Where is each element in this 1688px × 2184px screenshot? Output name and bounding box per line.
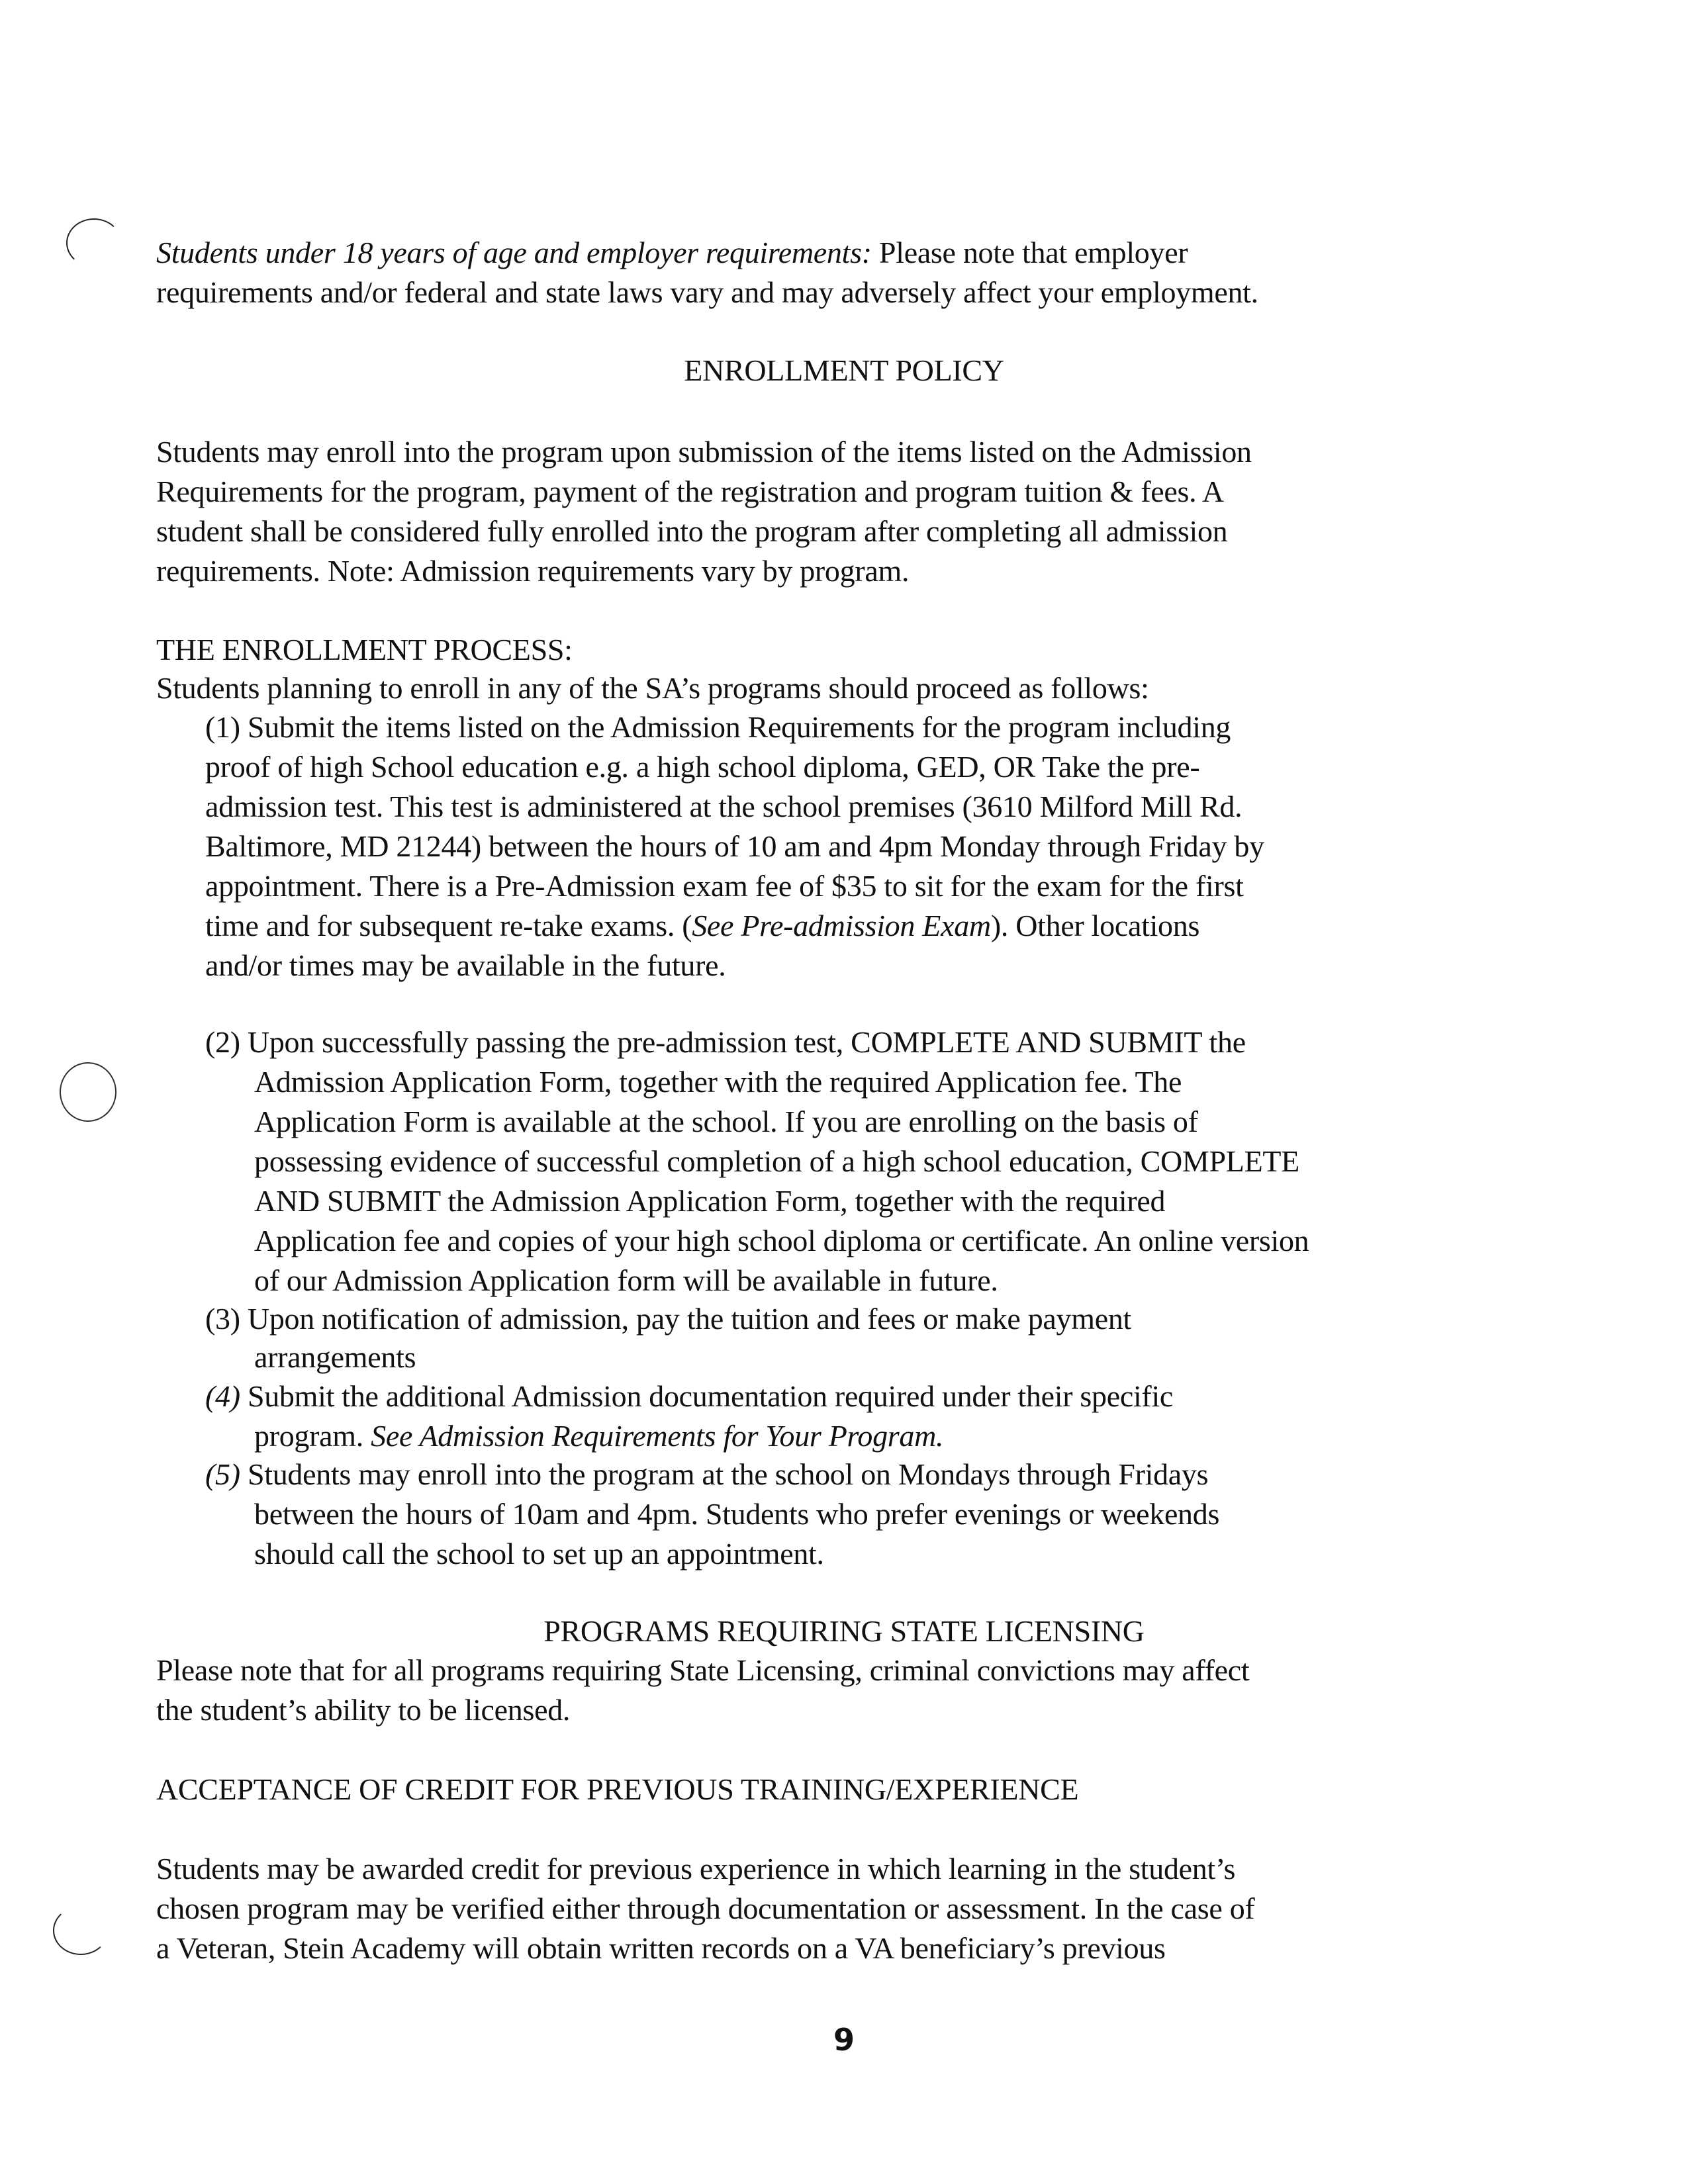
policy-line: Requirements for the program, payment of the registration and program tuition & fees. A <box>156 475 1224 508</box>
step-3-line: (3) Upon notification of admission, pay the tuition and fees or make payment <box>205 1302 1132 1336</box>
step-2-line: Admission Application Form, together with the required Application fee. The <box>254 1065 1182 1099</box>
step-2-line: possessing evidence of successful completion of a high school education, COMPLETE <box>254 1144 1299 1178</box>
policy-line: Students may enroll into the program upon submission of the items listed on the Admission <box>156 435 1252 469</box>
step-2-line: (2) Upon successfully passing the pre-admission test, COMPLETE AND SUBMIT the <box>205 1025 1246 1059</box>
state-licensing-heading: PROGRAMS REQUIRING STATE LICENSING <box>543 1614 1145 1648</box>
step-5-line: (5) Students may enroll into the program at the school on Mondays through Fridays <box>205 1457 1209 1491</box>
state-licensing-line: the student’s ability to be licensed. <box>156 1693 571 1727</box>
pre-admission-exam-reference: See Pre-admission Exam <box>692 909 991 942</box>
step-1-line: proof of high School education e.g. a high school diploma, GED, OR Take the pre- <box>205 750 1200 784</box>
enrollment-policy-heading: ENROLLMENT POLICY <box>684 353 1004 387</box>
step-5-line: between the hours of 10am and 4pm. Students who prefer evenings or weekends <box>254 1497 1220 1531</box>
step-4-line: program. See Admission Requirements for Your Program. <box>254 1419 944 1453</box>
policy-line: student shall be considered fully enrolled into the program after completing all admission <box>156 514 1228 548</box>
policy-line: requirements. Note: Admission requirements vary by program. <box>156 554 910 588</box>
punch-hole-bottom <box>53 1906 109 1955</box>
step-1-line: appointment. There is a Pre-Admission exam fee of $35 to sit for the exam for the first <box>205 869 1244 903</box>
enrollment-process-intro: Students planning to enroll in any of the SA’s programs should proceed as follows: <box>156 671 1149 705</box>
admission-requirements-reference: See Admission Requirements for Your Program. <box>371 1419 944 1453</box>
step-1-line: admission test. This test is administered at the school premises (3610 Milford Mill Rd. <box>205 790 1243 823</box>
step-2-line: of our Admission Application form will be available in future. <box>254 1263 998 1297</box>
punch-hole-middle <box>60 1062 117 1122</box>
intro-italic-lead: Students under 18 years of age and employer requirements: <box>156 236 872 269</box>
state-licensing-line: Please note that for all programs requiring State Licensing, criminal convictions may affect <box>156 1653 1250 1687</box>
step-2-line: AND SUBMIT the Admission Application Form, together with the required <box>254 1184 1166 1218</box>
intro-line-2: requirements and/or federal and state laws vary and may adversely affect your employment. <box>156 275 1258 309</box>
step-2-line: Application Form is available at the school. If you are enrolling on the basis of <box>254 1105 1198 1138</box>
step-4-line: (4) Submit the additional Admission documentation required under their specific <box>205 1379 1174 1413</box>
credit-heading: ACCEPTANCE OF CREDIT FOR PREVIOUS TRAINING/EXPERIENCE <box>156 1772 1079 1806</box>
step-2-line: Application fee and copies of your high school diploma or certificate. An online version <box>254 1224 1309 1257</box>
step-1-line: Baltimore, MD 21244) between the hours of 10 am and 4pm Monday through Friday by <box>205 829 1264 863</box>
intro-line-1: Students under 18 years of age and employer requirements: Please note that employer <box>156 236 1188 269</box>
credit-line: Students may be awarded credit for previous experience in which learning in the student’s <box>156 1852 1236 1886</box>
credit-line: chosen program may be verified either through documentation or assessment. In the case of <box>156 1891 1255 1925</box>
step-1-line: time and for subsequent re-take exams. (See Pre-admission Exam). Other locations <box>205 909 1200 942</box>
punch-hole-top <box>66 218 122 267</box>
step-5-line: should call the school to set up an appointment. <box>254 1537 824 1570</box>
page-number: 9 <box>833 2022 855 2058</box>
step-1-line: and/or times may be available in the future. <box>205 948 726 982</box>
step-1-line: (1) Submit the items listed on the Admission Requirements for the program including <box>205 710 1231 744</box>
credit-line: a Veteran, Stein Academy will obtain written records on a VA beneficiary’s previous <box>156 1931 1166 1965</box>
enrollment-process-heading: THE ENROLLMENT PROCESS: <box>156 633 573 666</box>
step-3-line: arrangements <box>254 1340 416 1374</box>
